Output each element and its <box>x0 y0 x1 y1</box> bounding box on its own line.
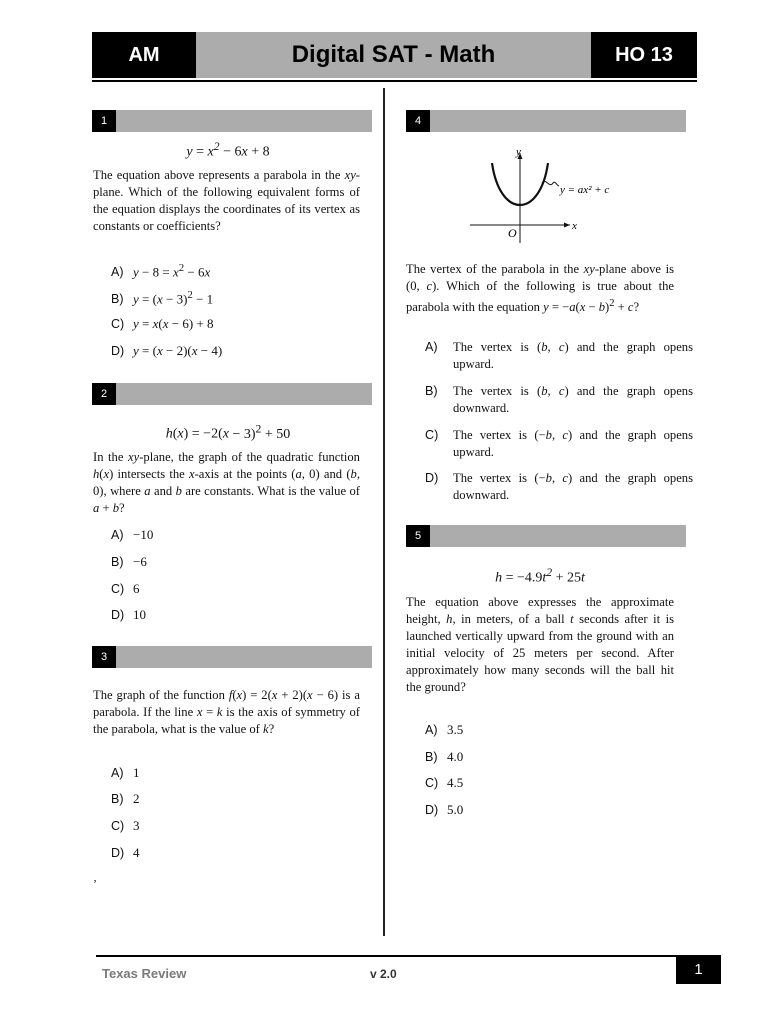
question-4-option-d[interactable]: D) The vertex is (−b, c) and the graph opens downward. <box>425 471 693 502</box>
question-4-option-b[interactable]: B) The vertex is (b, c) and the graph opens downward. <box>425 384 693 415</box>
question-5-option-c[interactable]: C) 4.5 <box>425 775 464 790</box>
question-3-option-c[interactable]: C) 3 <box>111 818 140 833</box>
origin-label: O <box>508 226 517 240</box>
x-axis-label: x <box>572 220 577 232</box>
question-4-prompt: The vertex of the parabola in the xy-plane above is (0, c). Which of the following is true about the parabola with the equation $y = -a(x - b)^2 + c$? <box>406 262 674 315</box>
page-header <box>92 32 697 78</box>
question-1-equation: $y = x^2 - 6x + 8$ <box>186 140 270 160</box>
stray-mark: ‚ <box>93 870 97 884</box>
question-1-bar <box>92 110 372 132</box>
question-2-prompt: In the xy-plane, the graph of the quadratic function h(x) intersects the x-axis at the points (a, 0) and (b, 0), where a and b are constants. What is the value of a + b? <box>93 450 360 515</box>
page-title: Digital SAT - Math <box>291 41 496 68</box>
question-4-option-a[interactable]: A) The vertex is (b, c) and the graph opens upward. <box>425 340 693 371</box>
handout-label: HO 13 <box>591 32 697 78</box>
question-1-prompt: The equation above represents a parabola in the xy-plane. Which of the following equivalent forms of the equation displays the coordinates of its vertex as constants or coefficients? <box>93 168 360 233</box>
curve-label: y = ax² + c <box>560 184 610 196</box>
question-3-option-b[interactable]: B) 2 <box>111 791 140 806</box>
question-number: 3 <box>92 646 116 668</box>
question-2-bar <box>92 383 372 405</box>
footer-version: v 2.0 <box>370 967 397 981</box>
question-1-option-d[interactable]: D) y = (x − 2)(x − 4) <box>111 343 223 358</box>
question-1-option-a[interactable]: A) $y - 8 = x^2 - 6x$ <box>111 262 211 280</box>
question-5-prompt: The equation above expresses the approximate height, h, in meters, of a ball t seconds after it is launched vertically upward from the ground with an initial velocity of 25 meters per second. After approximately how many seconds will the ball hit the ground? <box>406 595 674 694</box>
question-3-bar <box>92 646 372 668</box>
question-4-graph <box>470 143 640 248</box>
question-number: 2 <box>92 383 116 405</box>
question-5-bar <box>406 525 686 547</box>
question-5-option-d[interactable]: D) 5.0 <box>425 802 464 817</box>
question-1-option-b[interactable]: B) $y = (x - 3)^2 - 1$ <box>111 289 214 307</box>
question-1-option-c[interactable]: C) y = x(x − 6) + 8 <box>111 316 214 331</box>
question-4-bar <box>406 110 686 132</box>
page-number: 1 <box>676 955 721 984</box>
question-5-equation: $h = -4.9t^2 + 25t$ <box>495 566 585 586</box>
footer-brand: Texas Review <box>102 966 187 981</box>
question-3-option-d[interactable]: D) 4 <box>111 845 140 860</box>
question-2-option-a[interactable]: A) −10 <box>111 527 154 542</box>
question-2-option-d[interactable]: D) 10 <box>111 607 146 622</box>
question-5-option-a[interactable]: A) 3.5 <box>425 722 464 737</box>
question-5-option-b[interactable]: B) 4.0 <box>425 749 464 764</box>
footer-rule <box>96 955 676 957</box>
question-number: 5 <box>406 525 430 547</box>
question-2-option-b[interactable]: B) −6 <box>111 554 147 569</box>
question-number: 4 <box>406 110 430 132</box>
question-4-option-c[interactable]: C) The vertex is (−b, c) and the graph opens upward. <box>425 428 693 459</box>
question-3-option-a[interactable]: A) 1 <box>111 765 140 780</box>
question-3-prompt: The graph of the function f(x) = 2(x + 2)(x − 6) is a parabola. If the line x = k is the axis of symmetry of the parabola, what is the value of k? <box>93 688 360 736</box>
x-axis-arrow <box>564 223 570 228</box>
column-divider <box>383 88 385 936</box>
question-2-equation: $h(x) = -2(x - 3)^2 + 50$ <box>165 422 291 442</box>
y-axis-label: y <box>516 146 521 158</box>
header-rule <box>92 80 697 82</box>
question-number: 1 <box>92 110 116 132</box>
question-2-option-c[interactable]: C) 6 <box>111 581 140 596</box>
session-label: AM <box>92 32 196 78</box>
